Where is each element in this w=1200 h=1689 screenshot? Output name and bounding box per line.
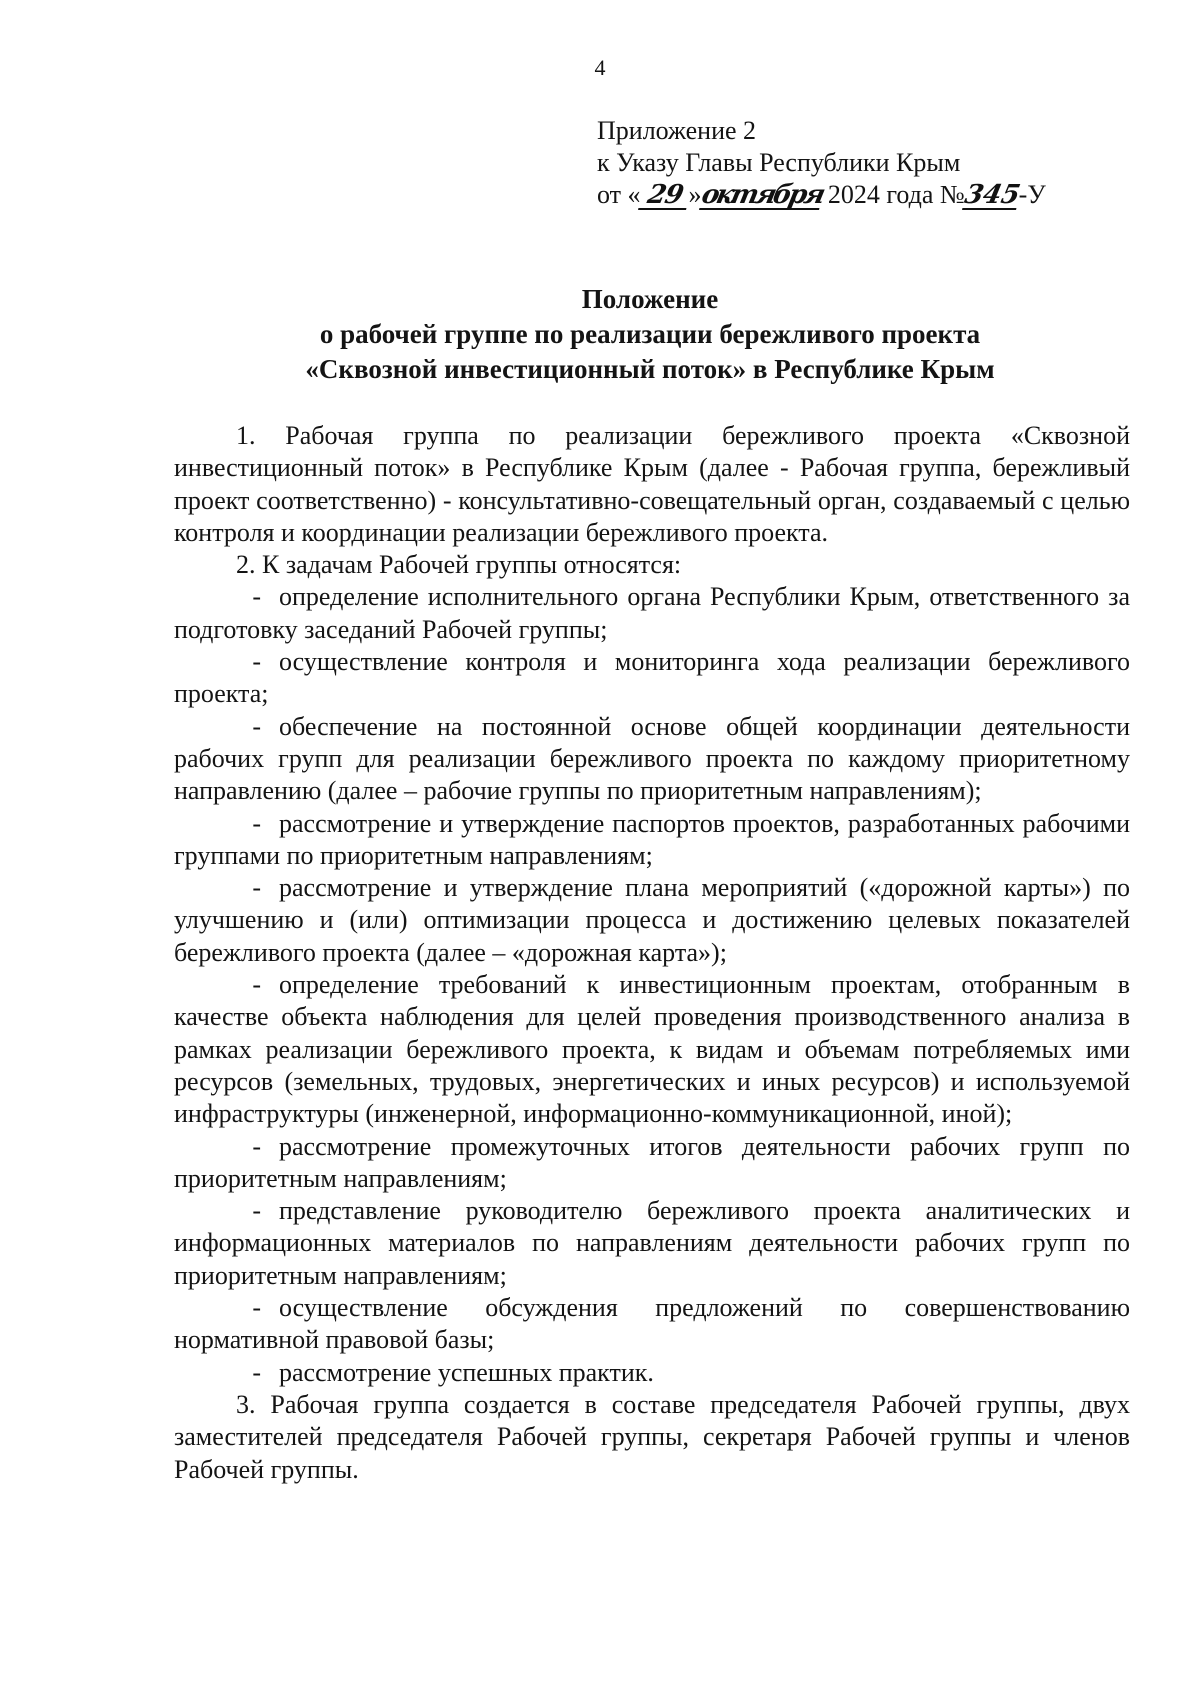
list-item bbox=[174, 1131, 1130, 1196]
list-item bbox=[174, 646, 1130, 711]
list-item-text: рассмотрение и утверждение паспортов проектов, разработанных рабочими группами по приоритетным направлениям; bbox=[174, 808, 1130, 870]
list-item-text: рассмотрение промежуточных итогов деятельности рабочих групп по приоритетным направлениям; bbox=[174, 1131, 1130, 1193]
title-line3: «Сквозной инвестиционный поток» в Республике Крым bbox=[305, 354, 995, 384]
list-item-text: представление руководителю бережливого проекта аналитических и информационных материалов по направлениям деятельности рабочих групп по приоритетным направлениям; bbox=[174, 1196, 1130, 1290]
dash-marker: - bbox=[252, 873, 261, 903]
dash-marker: - bbox=[252, 970, 261, 1000]
page-number: 4 bbox=[594, 55, 606, 80]
list-item-text: определение исполнительного органа Республики Крым, ответственного за подготовку заседаний Рабочей группы; bbox=[174, 582, 1130, 644]
handwritten-month: октября bbox=[698, 180, 825, 210]
appendix-line1: Приложение 2 bbox=[597, 116, 757, 145]
date-year: 2024 года № bbox=[827, 180, 965, 209]
dash-marker: - bbox=[252, 1196, 261, 1226]
handwritten-day: 29 bbox=[638, 182, 692, 210]
list-item bbox=[174, 581, 1130, 646]
dash-marker: - bbox=[252, 1357, 261, 1387]
list-item-text: обеспечение на постоянной основе общей координации деятельности рабочих групп для реализации бережливого проекта по каждому приоритетному направлению (далее – рабочие группы по приоритетным направлениям); bbox=[174, 711, 1130, 806]
title-line2: о рабочей группе по реализации бережливого проекта bbox=[319, 319, 981, 349]
appendix-date-line bbox=[597, 179, 1046, 211]
list-item bbox=[174, 1195, 1130, 1292]
list-item bbox=[174, 969, 1130, 1130]
dash-marker: - bbox=[252, 808, 261, 838]
list-item bbox=[174, 808, 1130, 873]
document-body bbox=[174, 420, 1130, 1486]
paragraph-2: 2. К задачам Рабочей группы относятся: bbox=[236, 550, 682, 580]
list-item-text: определение требований к инвестиционным проектам, отобранным в качестве объекта наблюдения для целей проведения производственного анализа в рамках реализации бережливого проекта, к видам и объемам потребляемых ими ресурсов (земельных, трудовых, энергетических и иных ресурсов) и используемой инфраструктуры (инженерной, информационно-коммуникационной, иной); bbox=[174, 970, 1130, 1129]
list-item-text: осуществление обсуждения предложений по совершенствованию нормативной правовой базы; bbox=[174, 1293, 1130, 1355]
list-item bbox=[174, 711, 1130, 808]
paragraph-1: 1. Рабочая группа по реализации бережливого проекта «Сквозной инвестиционный поток» в Республике Крым (далее - Рабочая группа, бережливый проект соответственно) - консультативно-совещательный орган, создаваемый с целью контроля и координации реализации бережливого проекта. bbox=[174, 421, 1130, 547]
decree-suffix: -У bbox=[1018, 180, 1046, 209]
paragraph-3: 3. Рабочая группа создается в составе председателя Рабочей группы, двух заместителей председателя Рабочей группы, секретаря Рабочей группы и членов Рабочей группы. bbox=[174, 1389, 1130, 1484]
date-quote: » bbox=[688, 180, 702, 209]
list-item bbox=[174, 1292, 1130, 1357]
document-title bbox=[170, 282, 1130, 387]
dash-marker: - bbox=[252, 711, 261, 741]
title-line1: Положение bbox=[581, 284, 719, 314]
dash-marker: - bbox=[252, 647, 261, 677]
dash-marker: - bbox=[252, 1131, 261, 1161]
list-item bbox=[174, 872, 1130, 969]
appendix-header bbox=[597, 115, 1046, 211]
dash-marker: - bbox=[252, 582, 261, 612]
list-item bbox=[174, 1357, 1130, 1389]
dash-marker: - bbox=[252, 1293, 261, 1323]
appendix-line2: к Указу Главы Республики Крым bbox=[597, 148, 961, 177]
date-prefix: от « bbox=[597, 180, 641, 209]
list-item-text: рассмотрение успешных практик. bbox=[279, 1357, 654, 1387]
handwritten-decree-number: 345 bbox=[961, 180, 1023, 210]
list-item-text: осуществление контроля и мониторинга хода реализации бережливого проекта; bbox=[174, 647, 1130, 709]
list-item-text: рассмотрение и утверждение плана мероприятий («дорожной карты») по улучшению и (или) оптимизации процесса и достижению целевых показателей бережливого проекта (далее – «дорожная карта»); bbox=[174, 873, 1130, 967]
